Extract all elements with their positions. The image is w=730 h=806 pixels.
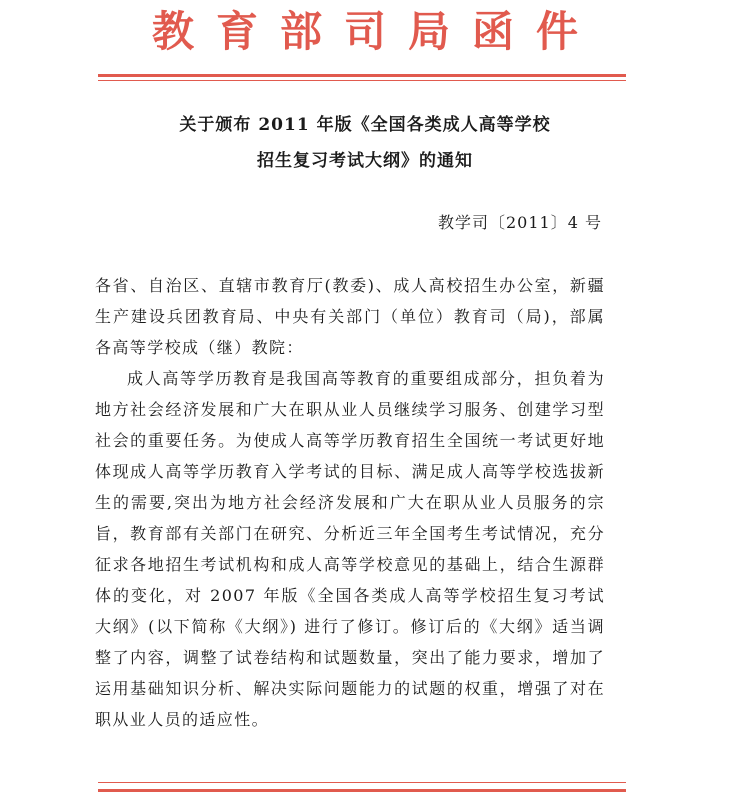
document-title-line2: 招生复习考试大纲》的通知 [257, 151, 473, 171]
document-title-line1: 关于颁布 2011 年版《全国各类成人高等学校 [179, 115, 551, 135]
letterhead-title: 教育部司局函件 [151, 7, 600, 56]
paragraph-1: 成人高等学历教育是我国高等教育的重要组成部分，担负着为地方社会经济发展和广大在职从业人员继续学习服务、创建学习型社会的重要任务。为使成人高等学历教育招生全国统一考试更好地体现成人高等学历教育入学考试的目标、满足成人高等学校选拔新生的需要,突出为地方社会经济发展和广大在职从业人员服务的宗旨，教育部有关部门在研究、分析近三年全国考生考试情况，充分征求各地招生考试机构和成人高等学校意见的基础上，结合生源群体的变化，对 2007 年版《全国各类成人高等学校招生复习考试大纲》(以下简称《大纲》) 进行了修订。修订后的《大纲》适当调整了内容，调整了试卷结构和试题数量，突出了能力要求，增加了运用基础知识分析、解决实际问题能力的试题的权重，增强了对在职从业人员的适应性。 [95, 369, 605, 729]
document-number: 教学司〔2011〕4 号 [438, 213, 602, 232]
header-rule-thin [98, 80, 626, 81]
header-rule-thick [98, 74, 626, 77]
document-body [95, 270, 605, 735]
salutation: 各省、自治区、直辖市教育厅(教委)、成人高校招生办公室，新疆生产建设兵团教育局、中央有关部门（单位）教育司（局)，部属各高等学校成（继）教院： [95, 276, 605, 357]
footer-rule-thin [98, 782, 626, 783]
footer-rule-thick [98, 789, 626, 792]
